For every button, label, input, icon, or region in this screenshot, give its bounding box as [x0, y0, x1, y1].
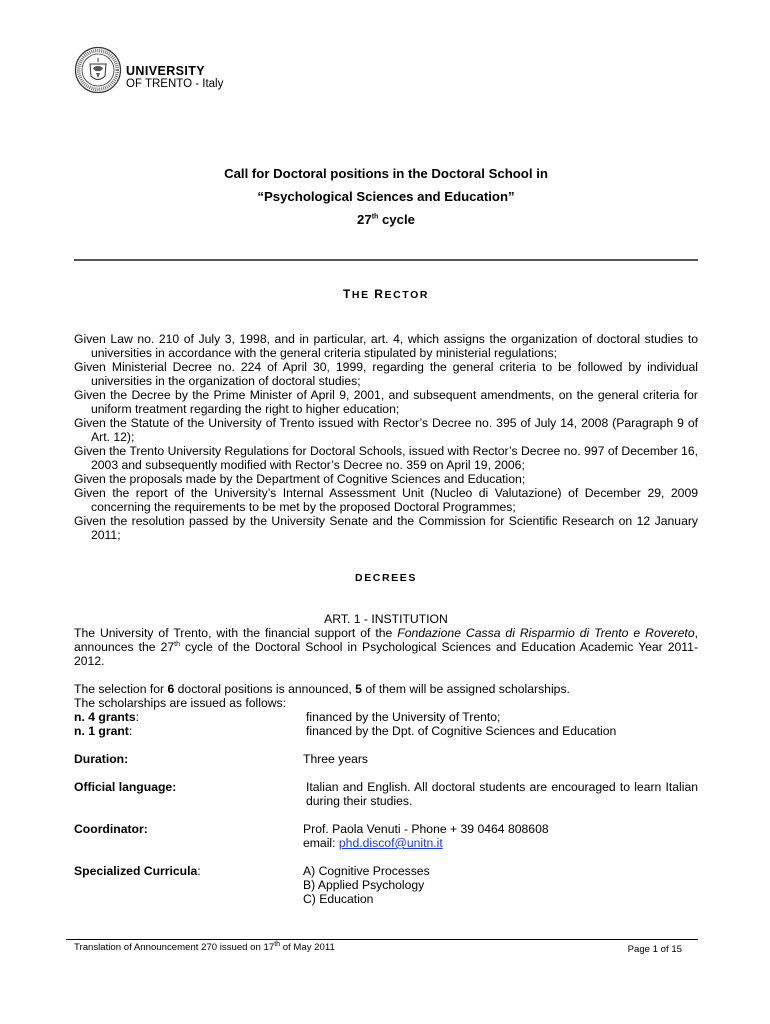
university-name-line2: OF TRENTO - Italy — [126, 78, 224, 90]
curricula-label: Specialized Curricula: — [74, 864, 201, 878]
title-divider — [74, 259, 698, 261]
footer-divider — [66, 939, 698, 940]
given-clause: Given Ministerial Decree no. 224 of April 30, 1999, regarding the general criteria to be followed by individual universities in the organization of doctoral studies; — [74, 360, 698, 388]
grant-value: financed by the University of Trento; — [306, 710, 501, 724]
given-clause: Given Law no. 210 of July 3, 1998, and in particular, art. 4, which assigns the organization of doctoral studies to universities in accordance with the general criteria stipulated by ministerial regulations; — [74, 332, 698, 360]
email-link[interactable]: phd.discof@unitn.it — [338, 836, 443, 850]
university-name — [126, 65, 223, 91]
duration-value: Three years — [303, 752, 369, 766]
language-value: Italian and English. All doctoral students are encouraged to learn Italian during their studies. — [306, 780, 698, 808]
given-clause: Given the Decree by the Prime Minister of April 9, 2001, and subsequent amendments, on the general criteria for uniform treatment regarding the right to higher education; — [74, 388, 698, 416]
given-clause: Given the report of the University’s Internal Assessment Unit (Nucleo di Valutazione) of December 29, 2009 concerning the requirements to be met by the proposed Doctoral Programmes; — [74, 486, 698, 514]
document-title-line1: Call for Doctoral positions in the Doctoral School in — [224, 166, 548, 181]
article-1-paragraph: The University of Trento, with the financial support of the Fondazione Cassa di Risparmio di Trento e Rovereto, announces the 27th cycle of the Doctoral School in Psychological Sciences and Education Academic Year 2011-2012. — [74, 626, 699, 668]
university-name-line1: UNIVERSITY — [126, 64, 206, 78]
grant-label: n. 1 grant: — [74, 724, 133, 738]
document-title-cycle: 27th cycle — [357, 212, 415, 227]
grant-value: financed by the Dpt. of Cognitive Sciences and Education — [306, 724, 617, 738]
university-seal-logo — [74, 46, 122, 94]
coordinator-email: email: phd.discof@unitn.it — [303, 836, 443, 850]
given-clause: Given the Trento University Regulations for Doctoral Schools, issued with Rector’s Decree no. 997 of December 16, 2003 and subsequently modified with Rector’s Decree no. 359 on April 19, 2006; — [74, 444, 698, 472]
curricula-item: C) Education — [303, 892, 374, 906]
curricula-item: A) Cognitive Processes — [303, 864, 430, 878]
given-clauses-list — [74, 332, 698, 542]
duration-label: Duration: — [74, 752, 129, 766]
decrees-heading: DECREES — [355, 572, 417, 584]
grant-label: n. 4 grants: — [74, 710, 140, 724]
page-number: Page 1 of 15 — [627, 944, 682, 955]
given-clause: Given the Statute of the University of Trento issued with Rector’s Decree no. 395 of July 14, 2008 (Paragraph 9 of Art. 12); — [74, 416, 698, 444]
given-clause: Given the resolution passed by the University Senate and the Commission for Scientific Research on 12 January 2011; — [74, 514, 698, 542]
selection-paragraph: The selection for 6 doctoral positions is announced, 5 of them will be assigned scholarships. — [74, 682, 570, 696]
coordinator-label: Coordinator: — [74, 822, 148, 836]
language-label: Official language: — [74, 780, 177, 794]
scholarships-intro: The scholarships are issued as follows: — [74, 696, 287, 710]
rector-heading: THE RECTOR — [342, 287, 430, 301]
coordinator-value: Prof. Paola Venuti - Phone + 39 0464 808608 — [303, 822, 549, 836]
footer-announcement: Translation of Announcement 270 issued on 17th of May 2011 — [74, 940, 335, 953]
curricula-item: B) Applied Psychology — [303, 878, 425, 892]
article-1-heading: ART. 1 - INSTITUTION — [324, 612, 448, 626]
document-title-line2: “Psychological Sciences and Education” — [257, 189, 515, 204]
given-clause: Given the proposals made by the Department of Cognitive Sciences and Education; — [74, 472, 526, 486]
